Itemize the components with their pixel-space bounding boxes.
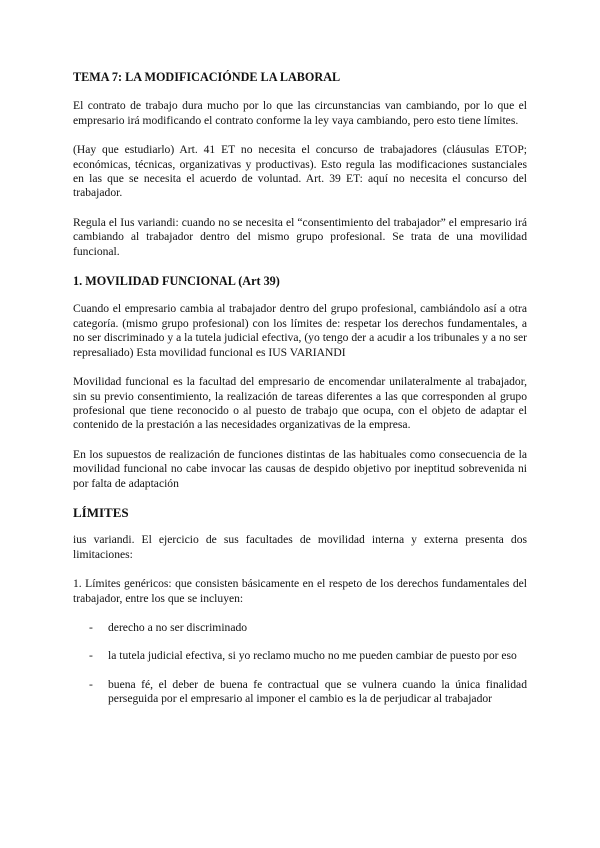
dash-bullet: - bbox=[89, 620, 93, 634]
movilidad-paragraph-2: Movilidad funcional es la facultad del empresario de encomendar unilateralmente al trabajador, sin su previo consentimiento, la realización de tareas diferentes a las que corresponden al grupo profesional que tiene reconocido o al puesto de trabajo que ocupa, con el objeto de adaptar el contenido de la prestación a las necesidades organizativas de la empresa. bbox=[73, 375, 527, 432]
list-item bbox=[73, 621, 527, 635]
movilidad-paragraph-3: En los supuestos de realización de funciones distintas de las habituales como consecuencia de la movilidad funcional no cabe invocar las causas de despido objetivo por ineptitud sobrevenida ni por falta de adaptación bbox=[73, 447, 527, 490]
intro-paragraph-1: El contrato de trabajo dura mucho por lo que las circunstancias van cambiando, por lo que el empresario irá modificando el contrato conforme la ley vaya cambiando, pero esto tiene límites. bbox=[73, 99, 527, 127]
list-item-text: derecho a no ser discriminado bbox=[108, 620, 248, 634]
limites-list bbox=[73, 621, 527, 707]
list-item bbox=[73, 649, 527, 663]
list-item-text: buena fé, el deber de buena fe contractual que se vulnera cuando la única finalidad perseguida por el empresario al imponer el cambio es la de perjudicar al trabajador bbox=[108, 677, 527, 706]
intro-paragraph-3: Regula el Ius variandi: cuando no se necesita el “consentimiento del trabajador” el empresario irá cambiando al trabajador dentro del mismo grupo profesional. Se trata de una movilidad funcional. bbox=[73, 215, 527, 258]
section-heading-movilidad: 1. MOVILIDAD FUNCIONAL (Art 39) bbox=[73, 274, 280, 289]
limites-paragraph-2: 1. Límites genéricos: que consisten básicamente en el respeto de los derechos fundamentales del trabajador, entre los que se incluyen: bbox=[73, 577, 527, 605]
section-heading-limites: LÍMITES bbox=[73, 504, 129, 520]
dash-bullet: - bbox=[89, 677, 93, 691]
list-item bbox=[73, 678, 527, 707]
document-title: TEMA 7: LA MODIFICACIÓNDE LA LABORAL bbox=[73, 70, 341, 84]
document-body bbox=[73, 70, 527, 721]
dash-bullet: - bbox=[89, 649, 93, 663]
limites-paragraph-1: ius variandi. El ejercicio de sus facultades de movilidad interna y externa presenta dos limitaciones: bbox=[73, 533, 527, 561]
movilidad-paragraph-1: Cuando el empresario cambia al trabajador dentro del grupo profesional, cambiándolo así a otra categoría. (mismo grupo profesional) con los límites de: respetar los derechos fundamentales, a no ser discriminado y a la tutela judicial efectiva, (yo tengo der a acudir a los tribunales y a no ser represaliado) Esta movilidad funcional es IUS VARIANDI bbox=[73, 302, 527, 359]
intro-paragraph-2: (Hay que estudiarlo) Art. 41 ET no necesita el concurso de trabajadores (cláusulas ETOP; económicas, técnicas, organizativas y productivas). Esto regula las modificaciones sustanciales en las que se necesita el acuerdo de voluntad. Art. 39 ET: aquí no necesita el concurso del trabajador. bbox=[73, 143, 527, 200]
list-item-text: la tutela judicial efectiva, si yo reclamo mucho no me pueden cambiar de puesto por eso bbox=[108, 649, 517, 663]
